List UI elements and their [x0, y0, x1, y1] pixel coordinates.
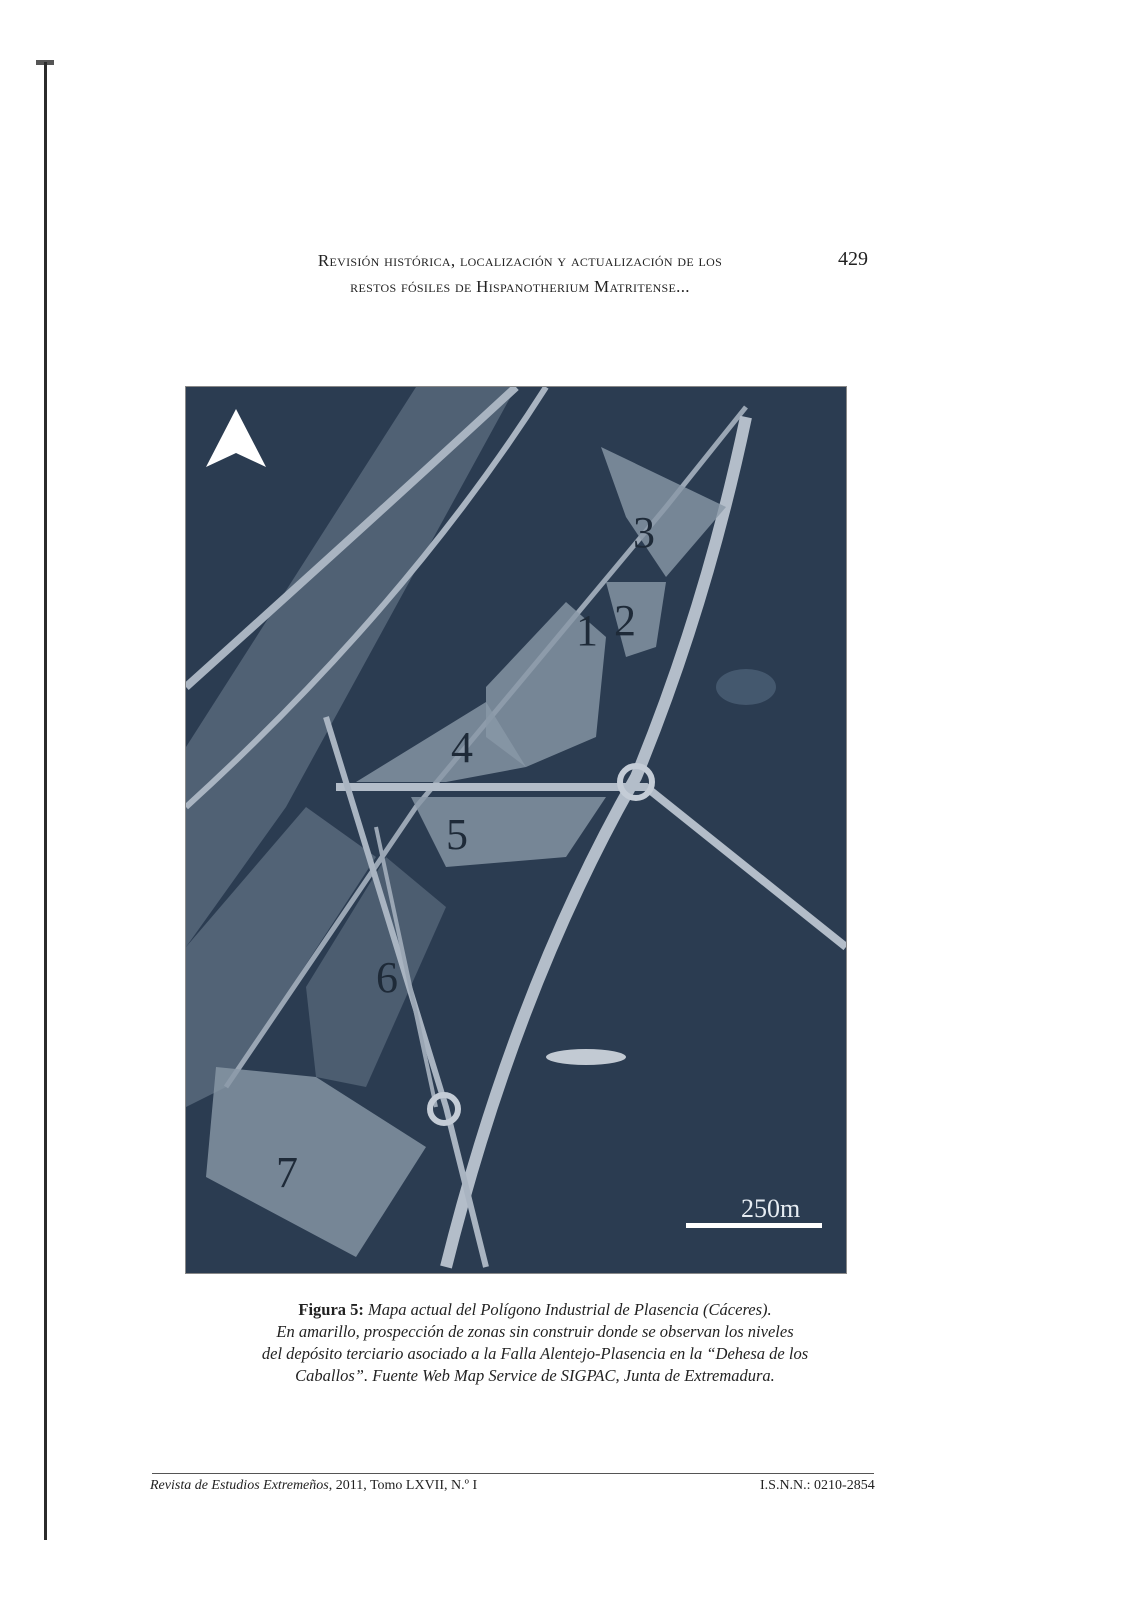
footer-journal: Revista de Estudios Extremeños — [150, 1478, 329, 1493]
header-line-2: restos fósiles de Hispanotherium Matritense... — [350, 277, 690, 296]
caption-label: Figura 5: — [298, 1300, 364, 1319]
footer-citation — [150, 1478, 477, 1494]
caption-line-2: En amarillo, prospección de zonas sin construir donde se observan los niveles — [276, 1322, 794, 1341]
figure-caption — [170, 1299, 900, 1387]
zone-label-4: 4 — [451, 723, 473, 772]
zone-label-7: 7 — [276, 1148, 298, 1197]
zone-label-6: 6 — [376, 953, 398, 1002]
aerial-map-figure — [185, 386, 847, 1274]
zone-label-1: 1 — [576, 606, 598, 655]
zone-label-3: 3 — [633, 508, 655, 557]
scan-binding-edge — [44, 62, 47, 1540]
zone-label-2: 2 — [614, 596, 636, 645]
footer-issn: I.S.N.N.: 0210-2854 — [760, 1478, 875, 1493]
caption-line-4: Caballos”. Fuente Web Map Service de SIGPAC, Junta de Extremadura. — [295, 1366, 775, 1385]
footer-details: , 2011, Tomo LXVII, N.º I — [328, 1478, 478, 1493]
caption-line-1: Mapa actual del Polígono Industrial de Plasencia (Cáceres). — [368, 1300, 772, 1319]
scale-label: 250m — [741, 1194, 801, 1223]
running-header — [240, 248, 800, 300]
scale-bar — [686, 1223, 822, 1228]
header-line-1: Revisión histórica, localización y actualización de los — [317, 251, 723, 270]
caption-line-3: del depósito terciario asociado a la Falla Alentejo-Plasencia en la “Dehesa de los — [261, 1344, 809, 1363]
footer-rule — [152, 1473, 874, 1474]
zone-label-5: 5 — [446, 810, 468, 859]
page-number: 429 — [838, 248, 868, 270]
